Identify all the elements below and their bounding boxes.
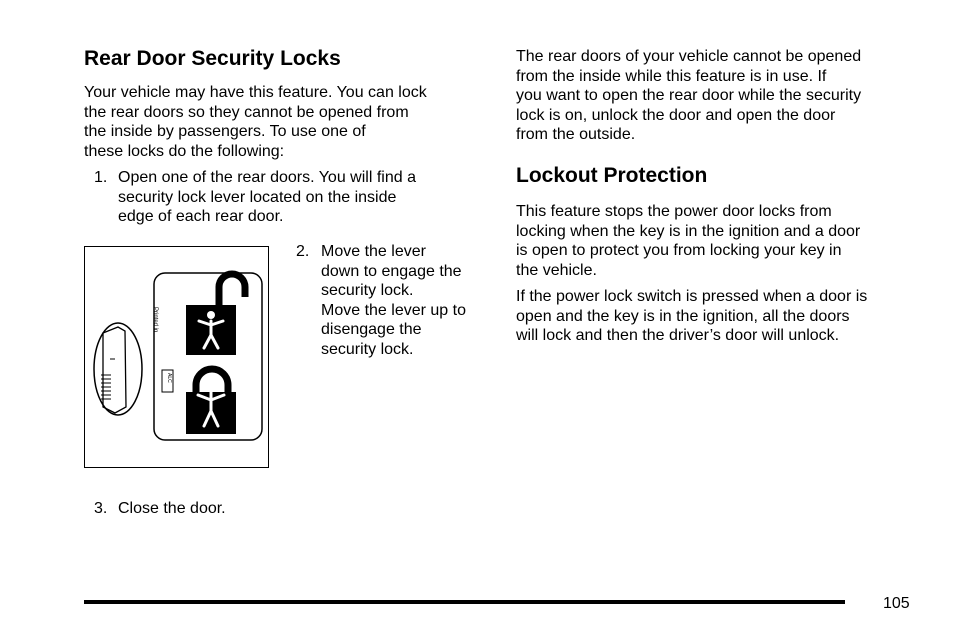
security-lock-lever-icon xyxy=(85,247,267,466)
text-line: locking when the key is in the ignition and a door xyxy=(516,222,861,240)
text-line: Your vehicle may have this feature. You can lock xyxy=(84,84,427,101)
page-number: 105 xyxy=(883,595,910,612)
text-line: down to engage the xyxy=(321,262,462,280)
text-line: open and the key is in the ignition, all the doors xyxy=(516,307,850,325)
security-lock-illustration xyxy=(84,246,269,468)
text-line: edge of each rear door. xyxy=(118,208,284,225)
alc-label: ALC xyxy=(166,373,172,383)
text-line: the vehicle. xyxy=(516,261,597,279)
text-line: The rear doors of your vehicle cannot be opened xyxy=(516,48,862,65)
section-heading-rear-door-security-locks: Rear Door Security Locks xyxy=(84,47,341,70)
step-number-2: 2. xyxy=(296,243,310,260)
text-line: lock is on, unlock the door and open the door xyxy=(516,106,836,124)
step-number-1: 1. xyxy=(94,169,108,186)
text-line: from the outside. xyxy=(516,126,636,143)
text-line: is open to protect you from locking your key in xyxy=(516,242,842,259)
text-line: from the inside while this feature is in use. If xyxy=(516,67,827,85)
intro-paragraph xyxy=(84,83,427,161)
text-line: security lock. xyxy=(321,282,414,299)
text-line: security lock. xyxy=(321,340,414,358)
lockout-paragraph-2 xyxy=(516,287,867,346)
step-3-text xyxy=(118,499,226,519)
text-line: the inside by passengers. To use one of xyxy=(84,123,366,140)
text-line: If the power lock switch is pressed when a door is xyxy=(516,288,868,305)
text-line: will lock and then the driver’s door will unlock. xyxy=(516,327,840,344)
text-line: disengage the xyxy=(321,321,422,338)
text-line: Move the lever up to xyxy=(321,301,466,319)
text-line: the rear doors so they cannot be opened from xyxy=(84,103,409,121)
text-line: security lock lever located on the inside xyxy=(118,188,397,206)
lockout-paragraph-1 xyxy=(516,202,860,280)
text-line: you want to open the rear door while the security xyxy=(516,87,862,104)
text-line: Open one of the rear doors. You will find a xyxy=(118,169,416,186)
step-1-text xyxy=(118,168,416,227)
section-heading-lockout-protection: Lockout Protection xyxy=(516,164,708,187)
printed-in-label: Printed in xyxy=(152,307,158,333)
text-line: Close the door. xyxy=(118,500,226,517)
text-line: This feature stops the power door locks from xyxy=(516,203,832,220)
step-number-3: 3. xyxy=(94,500,108,517)
text-line: these locks do the following: xyxy=(84,142,285,160)
step-2-text xyxy=(321,242,466,359)
rear-door-explanation-paragraph xyxy=(516,47,861,145)
text-line: Move the lever xyxy=(321,243,426,260)
footer-rule xyxy=(84,600,845,604)
